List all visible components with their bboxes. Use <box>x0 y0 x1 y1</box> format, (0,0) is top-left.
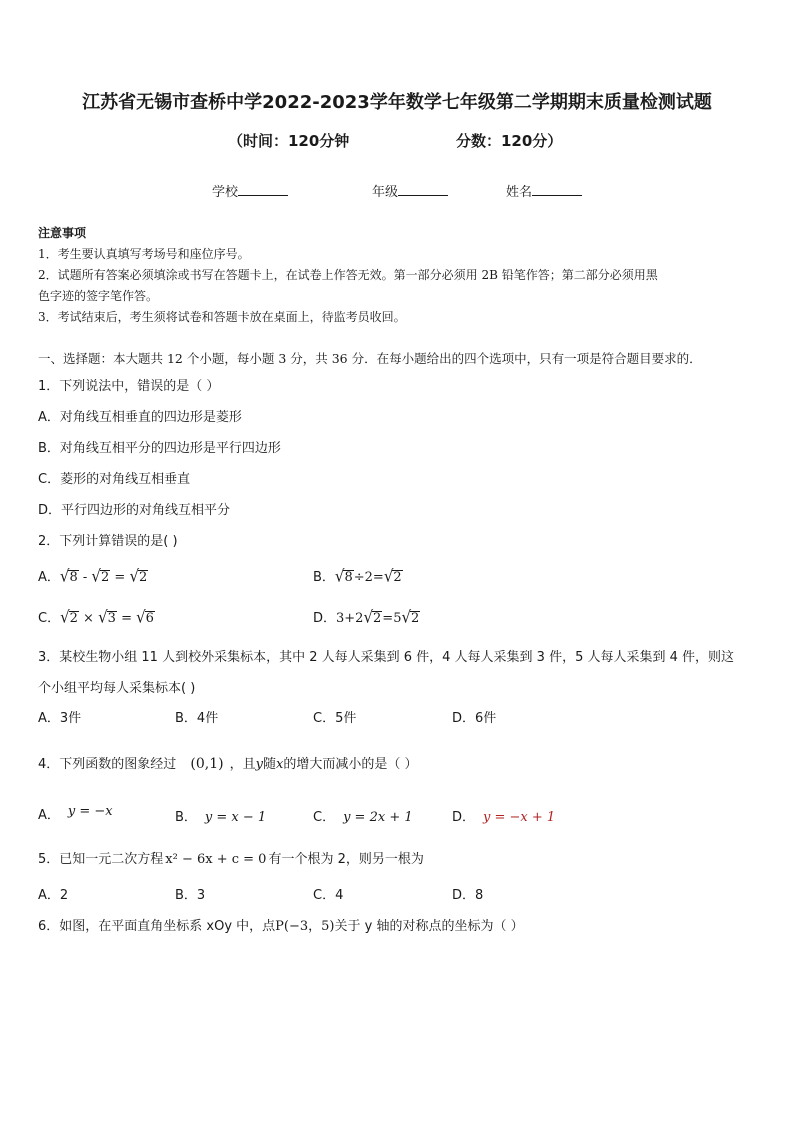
q5-equation: x² − 6x + c = 0 <box>165 852 267 867</box>
notice-item: 3．考试结束后，考生须将试卷和答题卡放在桌面上，待监考员收回。 <box>38 310 406 324</box>
q4-var-y: y <box>255 757 263 772</box>
q4-var-x: x <box>276 757 284 772</box>
q2-option-a <box>38 566 148 585</box>
q2-option-d <box>313 607 420 626</box>
q3-option-b: B．4件 <box>175 711 219 726</box>
radical-sign: √ <box>129 566 139 586</box>
exam-title: 江苏省无锡市查桥中学2022-2023学年数学七年级第二学期期末质量检测试题 <box>82 92 712 113</box>
grade-blank <box>398 183 448 196</box>
operator: = <box>116 611 137 626</box>
q3-option-a: A．3件 <box>38 711 82 726</box>
radical-sign: √ <box>98 607 108 627</box>
formula: y = 2x + 1 <box>343 810 413 825</box>
formula: y = x − 1 <box>204 810 267 825</box>
q4-stem-text: 的增大而减小的是（ ） <box>283 757 418 772</box>
radicand: 2 <box>411 611 420 626</box>
name-label: 姓名 <box>506 185 533 200</box>
q4-stem <box>38 753 418 772</box>
radicand: 2 <box>69 611 78 626</box>
q4-stem-text: ，且 <box>229 757 256 772</box>
name-field <box>506 181 582 200</box>
option-label: C． <box>38 611 61 626</box>
q4-option-c <box>313 806 413 825</box>
operator: =5 <box>382 611 402 626</box>
q5-option-a: A．2 <box>38 888 69 903</box>
option-label: D． <box>313 611 337 626</box>
operator: - <box>78 570 92 585</box>
q2-stem: 2．下列计算错误的是( ) <box>38 534 178 549</box>
radical-sign: √ <box>91 566 101 586</box>
q1-option-b: B．对角线互相平分的四边形是平行四边形 <box>38 441 281 456</box>
q6-point: P(−3，5) <box>275 919 335 934</box>
option-label: A． <box>38 570 60 585</box>
q4-point: (0,1) <box>190 756 224 772</box>
q3-stem-line1: 3．某校生物小组 11 人到校外采集标本，其中 2 人每人采集到 6 件，4 人每人采集到 3 件，5 人每人采集到 4 件，则这 <box>38 650 735 665</box>
notice-item: 色字迹的签字笔作答。 <box>38 289 159 303</box>
grade-field <box>372 181 448 200</box>
exam-time: （时间：120分钟 <box>228 132 350 150</box>
q5-option-c: C．4 <box>313 888 344 903</box>
radicand: 6 <box>145 611 154 626</box>
operator: ÷2= <box>353 570 384 585</box>
q5-stem-text: 5．已知一元二次方程 <box>38 852 164 867</box>
option-label: D． <box>452 810 476 825</box>
q6-stem-text: 6．如图，在平面直角坐标系 xOy 中，点 <box>38 919 276 934</box>
q6-stem-text: 关于 y 轴的对称点的坐标为（ ） <box>334 919 524 934</box>
school-field <box>212 181 288 200</box>
q1-option-c: C．菱形的对角线互相垂直 <box>38 472 191 487</box>
radicand: 8 <box>344 570 353 585</box>
formula: y = −x + 1 <box>483 810 556 825</box>
option-label: B． <box>313 570 335 585</box>
q2-option-c <box>38 607 155 626</box>
option-label: C． <box>313 810 336 825</box>
q1-option-d: D．平行四边形的对角线互相平分 <box>38 503 231 518</box>
radicand: 8 <box>69 570 78 585</box>
q5-option-d: D．8 <box>452 888 484 903</box>
radical-sign: √ <box>401 607 412 627</box>
q5-option-b: B．3 <box>175 888 206 903</box>
name-blank <box>532 183 582 196</box>
notice-item: 2．试题所有答案必须填涂或书写在答题卡上，在试卷上作答无效。第一部分必须用 2B 铅笔作答；第二部分必须用黑 <box>38 268 658 282</box>
q4-option-b <box>175 806 266 825</box>
q4-option-d <box>452 806 555 825</box>
radical-sign: √ <box>363 607 374 627</box>
q6-stem <box>38 915 524 934</box>
q5-stem <box>38 848 424 867</box>
radicand: 3 <box>107 611 116 626</box>
q4-stem-text: 随 <box>263 757 277 772</box>
exam-score: 分数：120分） <box>456 132 563 150</box>
radical-sign: √ <box>334 566 345 586</box>
q2-option-b <box>313 566 403 585</box>
operator: 3+2 <box>336 611 364 626</box>
notice-heading: 注意事项 <box>38 226 87 240</box>
option-label: B． <box>175 810 197 825</box>
radicand: 2 <box>139 570 148 585</box>
q1-stem: 1．下列说法中，错误的是（ ） <box>38 379 220 394</box>
q3-option-d: D．6件 <box>452 711 497 726</box>
radical-sign: √ <box>59 566 70 586</box>
grade-label: 年级 <box>372 185 399 200</box>
radical-sign: √ <box>136 607 146 627</box>
radicand: 2 <box>100 570 110 585</box>
radical-sign: √ <box>60 607 70 627</box>
operator: × <box>78 611 99 626</box>
operator: = <box>110 570 130 585</box>
q1-option-a: A．对角线互相垂直的四边形是菱形 <box>38 410 242 425</box>
formula: y = −x <box>67 804 113 819</box>
radical-sign: √ <box>383 566 394 586</box>
school-blank <box>238 183 288 196</box>
notice-item: 1．考生要认真填写考场号和座位序号。 <box>38 247 250 261</box>
school-label: 学校 <box>212 185 239 200</box>
radicand: 2 <box>393 570 402 585</box>
radicand: 2 <box>373 611 382 626</box>
q3-option-c: C．5件 <box>313 711 357 726</box>
q4-stem-text: 4．下列函数的图象经过 <box>38 757 177 772</box>
section-heading: 一、选择题：本大题共 12 个小题，每小题 3 分，共 36 分．在每小题给出的四个选项中，只有一项是符合题目要求的． <box>38 351 702 366</box>
q3-stem-line2: 个小组平均每人采集标本( ) <box>38 681 196 696</box>
q5-stem-text: 有一个根为 2，则另一根为 <box>268 852 424 867</box>
option-label: A． <box>38 808 60 823</box>
q4-option-a <box>38 804 113 823</box>
